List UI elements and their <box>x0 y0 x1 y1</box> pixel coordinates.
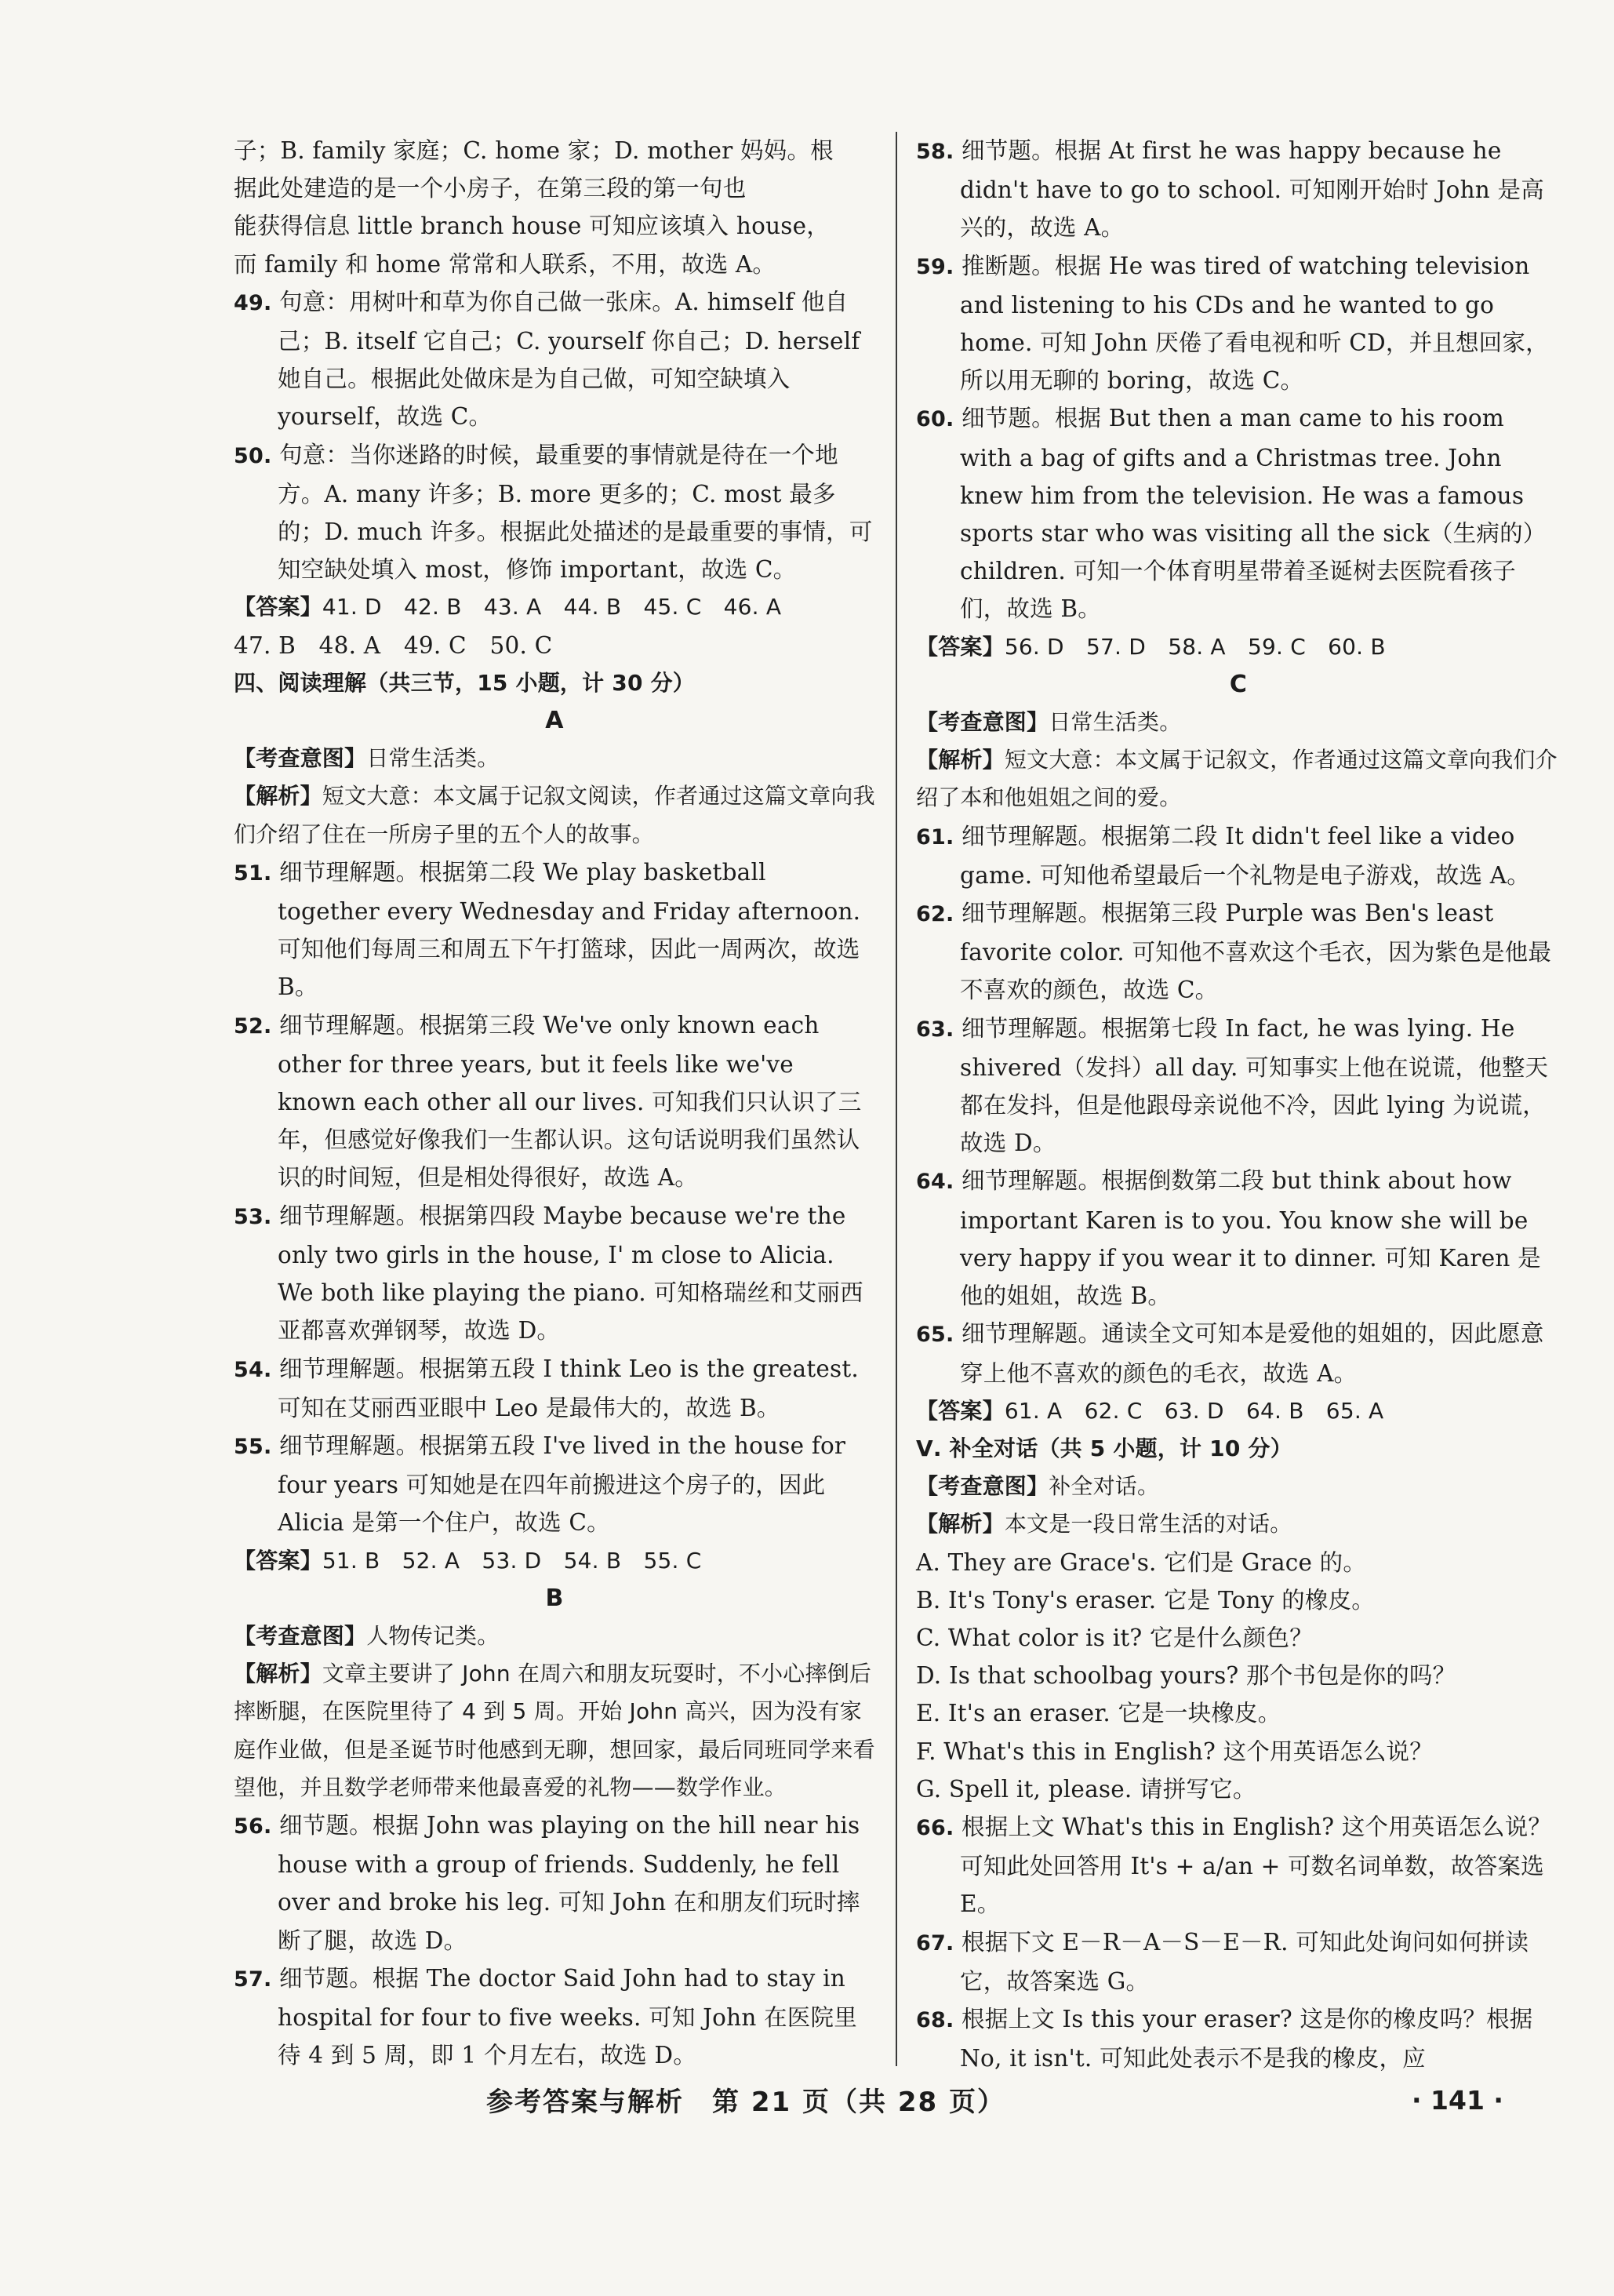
question-item <box>234 1959 875 2075</box>
question-text: 根据下文 E－R－A－S－E－R. 可知此处询问如何拼读它，故答案选 G。 <box>960 1928 1529 1995</box>
line-text: 文章主要讲了 John 在周六和朋友玩耍时，不小心摔倒后摔断腿，在医院里待了 4 到 5 周。开始 John 高兴，因为没有家庭作业做，但是圣诞节时他感到无聊，想回家，最后同班同学来看望他，并且数学老师带来他最喜爱的礼物——数学作业。 <box>234 1661 875 1800</box>
question-text: 细节题。根据 But then a man came to his room with a bag of gifts and a Christmas tree. John knew him from the television. He was a famous sports star who was visiting all the sick（生病的）children. 可知一个体育明星带着圣诞树去医院看孩子们，故选 B。 <box>960 405 1547 623</box>
tag-line <box>916 1468 1561 1505</box>
text-line: 子；B. family 家庭；C. home 家；D. mother 妈妈。根 <box>234 137 834 164</box>
line-text: 短文大意：本文属于记叙文，作者通过这篇文章向我们介绍了本和他姐姐之间的爱。 <box>916 747 1558 811</box>
line-text: 日常生活类。 <box>366 745 500 772</box>
question-item <box>234 436 875 589</box>
question-number: 49. <box>234 290 272 315</box>
line-text: 51. B 52. A 53. D 54. B 55. C <box>322 1547 702 1574</box>
question-item <box>234 1350 875 1427</box>
section-letter: B <box>545 1584 564 1612</box>
tag-line <box>916 1505 1561 1543</box>
question-text: 细节理解题。通读全文可知本是爱他的姐姐的，因此愿意穿上他不喜欢的颜色的毛衣，故选 A。 <box>960 1320 1544 1387</box>
bracket-label: 【考查意图】 <box>916 1473 1049 1500</box>
section-heading: 四、阅读理解（共三节，15 小题，计 30 分） <box>234 669 695 696</box>
question-item <box>916 894 1561 1010</box>
question-number: 54. <box>234 1357 272 1382</box>
text-line: 能获得信息 little branch house 可知应该填入 house， <box>234 213 830 240</box>
question-text: 细节理解题。根据第四段 Maybe because we're the only two girls in the house, I' m close to Alicia. We both like playing the piano. 可知格瑞丝和艾丽西亚都喜欢弹钢琴，故选 D。 <box>278 1202 863 1344</box>
question-text: 细节题。根据 At first he was happy because he didn't have to go to school. 可知刚开始时 John 是高兴的，故选 A。 <box>960 137 1544 242</box>
question-number: 51. <box>234 861 272 886</box>
question-text: 细节题。根据 The doctor Said John had to stay in hospital for four to five weeks. 可知 John 在医院里待 4 到 5 周，即 1 个月左右，故选 D。 <box>278 1964 857 2069</box>
text-line: B. It's Tony's eraser. 它是 Tony 的橡皮。 <box>916 1586 1375 1614</box>
line-text: 日常生活类。 <box>1049 709 1182 736</box>
question-item <box>234 1807 875 1959</box>
question-number: 67. <box>916 1930 954 1956</box>
question-text: 细节理解题。根据第二段 It didn't feel like a video game. 可知他希望最后一个礼物是电子游戏，故选 A。 <box>960 822 1530 889</box>
text-line: D. Is that schoolbag yours? 那个书包是你的吗？ <box>916 1662 1456 1690</box>
question-text: 细节理解题。根据第三段 We've only known each other for three years, but it feels like we've known each other all our lives. 可知我们只认识了三年，但感觉好像我们一生都认识。这句话说明我们虽然认识的时间短，但是相处得很好，故选 A。 <box>278 1011 862 1192</box>
text-line: G. Spell it, please. 请拼写它。 <box>916 1775 1256 1803</box>
question-text: 句意：用树叶和草为你自己做一张床。A. himself 他自己；B. itself 它自己；C. yourself 你自己；D. herself 她自己。根据此处做床是为自己做，可知空缺填入 yourself，故选 C。 <box>278 288 868 431</box>
bracket-label: 【考查意图】 <box>916 709 1049 736</box>
text-line: C. What color is it? 它是什么颜色？ <box>916 1624 1313 1651</box>
question-text: 推断题。根据 He was tired of watching television and listening to his CDs and he wanted to go home. 可知 John 厌倦了看电视和听 CD，并且想回家，所以用无聊的 boring，故选 C。 <box>960 252 1549 395</box>
bracket-label: 【答案】 <box>234 1547 322 1574</box>
bracket-label: 【解析】 <box>916 747 1005 773</box>
answer-line <box>234 1542 875 1580</box>
question-number: 53. <box>234 1204 272 1229</box>
question-text: 句意：当你迷路的时候，最重要的事情就是待在一个地方。A. many 许多；B. more 更多的；C. most 最多的；D. much 许多。根据此处描述的是最重要的事情，可知空缺处填入 most，修饰 important，故选 C。 <box>278 441 873 584</box>
column-divider <box>896 132 897 2066</box>
question-text: 细节题。根据 John was playing on the hill near his house with a group of friends. Suddenly, he fell over and broke his leg. 可知 John 在和朋友们玩时摔断了腿，故选 D。 <box>278 1811 867 1954</box>
answer-line <box>234 588 875 626</box>
question-text: 根据上文 Is this your eraser? 这是你的橡皮吗？根据 No, it isn't. 可知此处表示不是我的橡皮，应 <box>960 2005 1541 2072</box>
bracket-label: 【解析】 <box>916 1511 1005 1537</box>
question-item <box>234 1006 875 1197</box>
footer-title: 参考答案与解析 第 21 页（共 28 页） <box>486 2087 1005 2118</box>
section-heading: Ⅴ. 补全对话（共 5 小题，计 10 分） <box>916 1435 1292 1461</box>
tag-line <box>916 741 1561 817</box>
text-line: 而 family 和 home 常常和人联系，不用，故选 A。 <box>234 250 776 278</box>
line-text: 56. D 57. D 58. A 59. C 60. B <box>1004 633 1386 660</box>
line-text: 补全对话。 <box>1049 1473 1160 1500</box>
question-number: 57. <box>234 1967 272 1992</box>
text-line: A. They are Grace's. 它们是 Grace 的。 <box>916 1548 1367 1576</box>
tag-line <box>234 1655 875 1807</box>
bracket-label: 【答案】 <box>916 1397 1005 1424</box>
tag-line <box>916 704 1561 741</box>
tag-line <box>234 740 875 777</box>
question-text: 细节理解题。根据第三段 Purple was Ben's least favorite color. 可知他不喜欢这个毛衣，因为紫色是他最不喜欢的颜色，故选 C。 <box>960 900 1552 1004</box>
bracket-label: 【解析】 <box>234 1661 322 1687</box>
right-column <box>916 132 1561 2077</box>
question-item <box>916 2000 1561 2077</box>
question-item <box>916 132 1561 247</box>
question-number: 61. <box>916 824 954 850</box>
question-number: 55. <box>234 1434 272 1459</box>
question-number: 65. <box>916 1323 954 1348</box>
page-footer <box>0 2080 1614 2127</box>
tag-line <box>234 777 875 853</box>
question-item <box>234 853 875 1006</box>
question-number: 63. <box>916 1017 954 1042</box>
question-item <box>234 1427 875 1542</box>
page-number: · 141 · <box>1412 2085 1503 2116</box>
answer-line <box>916 1392 1561 1430</box>
question-text: 细节理解题。根据倒数第二段 but think about how important Karen is to you. You know she will be very happy if you wear it to dinner. 可知 Karen 是他的姐姐，故选 B。 <box>960 1167 1541 1310</box>
question-number: 68. <box>916 2007 954 2032</box>
line-text: 短文大意：本文属于记叙文阅读，作者通过这篇文章向我们介绍了住在一所房子里的五个人的故事。 <box>234 783 875 847</box>
section-letter: C <box>1229 670 1248 698</box>
question-text: 根据上文 What's this in English? 这个用英语怎么说？可知此处回答用 It's + a/an + 可数名词单数，故答案选 E。 <box>960 1813 1552 1918</box>
left-column <box>234 132 875 2074</box>
text-line: F. What's this in English? 这个用英语怎么说？ <box>916 1737 1433 1765</box>
text-line: 47. B 48. A 49. C 50. C <box>234 631 553 659</box>
question-text: 细节理解题。根据第五段 I've lived in the house for four years 可知她是在四年前搬进这个房子的，因此 Alicia 是第一个住户，故选 C。 <box>278 1432 853 1537</box>
bracket-label: 【解析】 <box>234 783 322 810</box>
question-item <box>916 1162 1561 1315</box>
line-text: 61. A 62. C 63. D 64. B 65. A <box>1004 1397 1384 1424</box>
section-letter: A <box>545 707 564 735</box>
line-text: 人物传记类。 <box>366 1622 500 1649</box>
question-item <box>916 1923 1561 2000</box>
tag-line <box>234 1617 875 1655</box>
question-text: 细节理解题。根据第二段 We play basketball together every Wednesday and Friday afternoon. 可知他们每周三和周五下午打篮球，因此一周两次，故选 B。 <box>278 858 868 1001</box>
question-number: 62. <box>916 902 954 927</box>
question-number: 66. <box>916 1815 954 1840</box>
question-number: 58. <box>916 140 954 164</box>
bracket-label: 【答案】 <box>916 633 1005 660</box>
text-line: E. It's an eraser. 它是一块橡皮。 <box>916 1700 1281 1727</box>
answer-line <box>916 628 1561 666</box>
bracket-label: 【考查意图】 <box>234 745 367 772</box>
line-text: 41. D 42. B 43. A 44. B 45. C 46. A <box>322 594 782 620</box>
question-number: 52. <box>234 1013 272 1039</box>
question-number: 56. <box>234 1814 272 1839</box>
question-number: 60. <box>916 407 954 432</box>
question-item <box>916 399 1561 628</box>
question-text: 细节理解题。根据第七段 In fact, he was lying. He shivered（发抖）all day. 可知事实上他在说谎，他整天都在发抖，但是他跟母亲说他不冷，因此 lying 为说谎，故选 D。 <box>960 1014 1549 1157</box>
question-item <box>916 1010 1561 1163</box>
question-number: 64. <box>916 1170 954 1195</box>
question-text: 细节理解题。根据第五段 I think Leo is the greatest. 可知在艾丽西亚眼中 Leo 是最伟大的，故选 B。 <box>278 1355 867 1421</box>
question-item <box>916 817 1561 894</box>
line-text: 本文是一段日常生活的对话。 <box>1004 1511 1292 1537</box>
question-item <box>916 1315 1561 1392</box>
question-item <box>234 1197 875 1350</box>
question-number: 59. <box>916 254 954 279</box>
bracket-label: 【答案】 <box>234 594 322 620</box>
text-line: 据此处建造的是一个小房子，在第三段的第一句也 <box>234 175 747 202</box>
bracket-label: 【考查意图】 <box>234 1622 367 1649</box>
question-item <box>916 247 1561 400</box>
question-number: 50. <box>234 443 272 468</box>
question-item <box>916 1808 1561 1923</box>
question-item <box>234 283 875 436</box>
